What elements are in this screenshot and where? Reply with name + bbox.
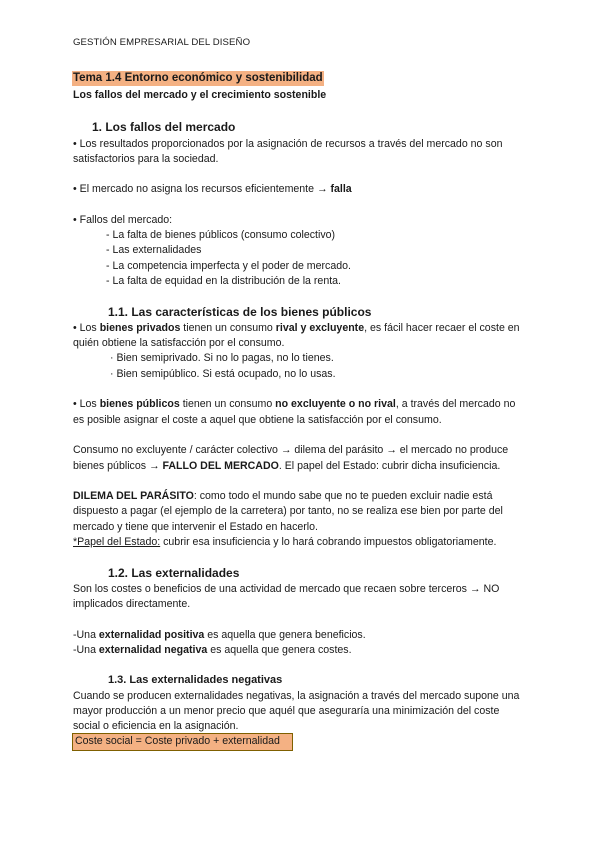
- paragraph-line: mayor producción a un menor precio que aquél que aseguraría una minimización del coste: [73, 705, 500, 717]
- paragraph-line: quién obtiene la satisfacción por el consumo.: [73, 337, 285, 349]
- paragraph-line: • Fallos del mercado:: [73, 214, 173, 226]
- document-subtitle: Los fallos del mercado y el crecimiento sostenible: [73, 89, 327, 101]
- paragraph-line: implicados directamente.: [73, 598, 191, 610]
- paragraph-line: Cuando se producen externalidades negativas, la asignación a través del mercado supone una: [73, 690, 520, 702]
- paragraph-line: social o eficiencia en la asignación.: [73, 720, 239, 732]
- list-item: · Bien semiprivado. Si no lo pagas, no lo tienes.: [110, 352, 334, 364]
- paragraph-line: -Una externalidad negativa es aquella que genera costes.: [73, 644, 352, 656]
- section-1-heading: 1. Los fallos del mercado: [92, 120, 236, 134]
- paragraph-line: • Los bienes privados tienen un consumo rival y excluyente, es fácil hacer recaer el coste en: [73, 322, 520, 334]
- page-header: GESTIÓN EMPRESARIAL DEL DISEÑO: [73, 37, 251, 48]
- paragraph-line: • El mercado no asigna los recursos eficientemente → falla: [73, 183, 352, 195]
- paragraph-line: • Los resultados proporcionados por la asignación de recursos a través del mercado no son: [73, 138, 503, 150]
- paragraph-line: es posible asignar el coste a aquel que obtiene la satisfacción por el consumo.: [73, 414, 442, 426]
- paragraph-line: -Una externalidad positiva es aquella que genera beneficios.: [73, 629, 366, 641]
- paragraph-line: • Los bienes públicos tienen un consumo no excluyente o no rival, a través del mercado no: [73, 398, 516, 410]
- paragraph-line: Consumo no excluyente / carácter colectivo → dilema del parásito → el mercado no produce: [73, 444, 509, 456]
- list-item: · Bien semipúblico. Si está ocupado, no lo usas.: [110, 368, 336, 380]
- paragraph-line: dispuesto a pagar (el ejemplo de la carretera) por tanto, no se realiza ese bien por parte del: [73, 505, 503, 517]
- paragraph-line: bienes públicos → FALLO DEL MERCADO. El papel del Estado: cubrir dicha insuficiencia.: [73, 460, 501, 472]
- paragraph-line: satisfactorios para la sociedad.: [73, 153, 219, 165]
- list-item: - La falta de bienes públicos (consumo colectivo): [106, 229, 336, 241]
- paragraph-line: mercado y tiene que intervenir el Estado en hacerlo.: [73, 521, 318, 533]
- paragraph-line: *Papel del Estado: cubrir esa insuficiencia y lo hará cobrando impuestos obligatoriamente.: [73, 536, 497, 548]
- paragraph-line: Son los costes o beneficios de una actividad de mercado que recaen sobre terceros → NO: [73, 583, 500, 595]
- paragraph-line: DILEMA DEL PARÁSITO: como todo el mundo sabe que no te pueden excluir nadie está: [73, 490, 493, 502]
- section-1-2-heading: 1.2. Las externalidades: [108, 566, 240, 580]
- list-item: - Las externalidades: [106, 244, 202, 256]
- list-item: - La competencia imperfecta y el poder de mercado.: [106, 260, 351, 272]
- section-1-1-heading: 1.1. Las características de los bienes públicos: [108, 305, 372, 319]
- formula-box: Coste social = Coste privado + externalidad: [72, 733, 293, 751]
- document-title: Tema 1.4 Entorno económico y sostenibilidad: [73, 72, 323, 84]
- section-1-3-heading: 1.3. Las externalidades negativas: [108, 674, 283, 686]
- list-item: - La falta de equidad en la distribución de la renta.: [106, 275, 341, 287]
